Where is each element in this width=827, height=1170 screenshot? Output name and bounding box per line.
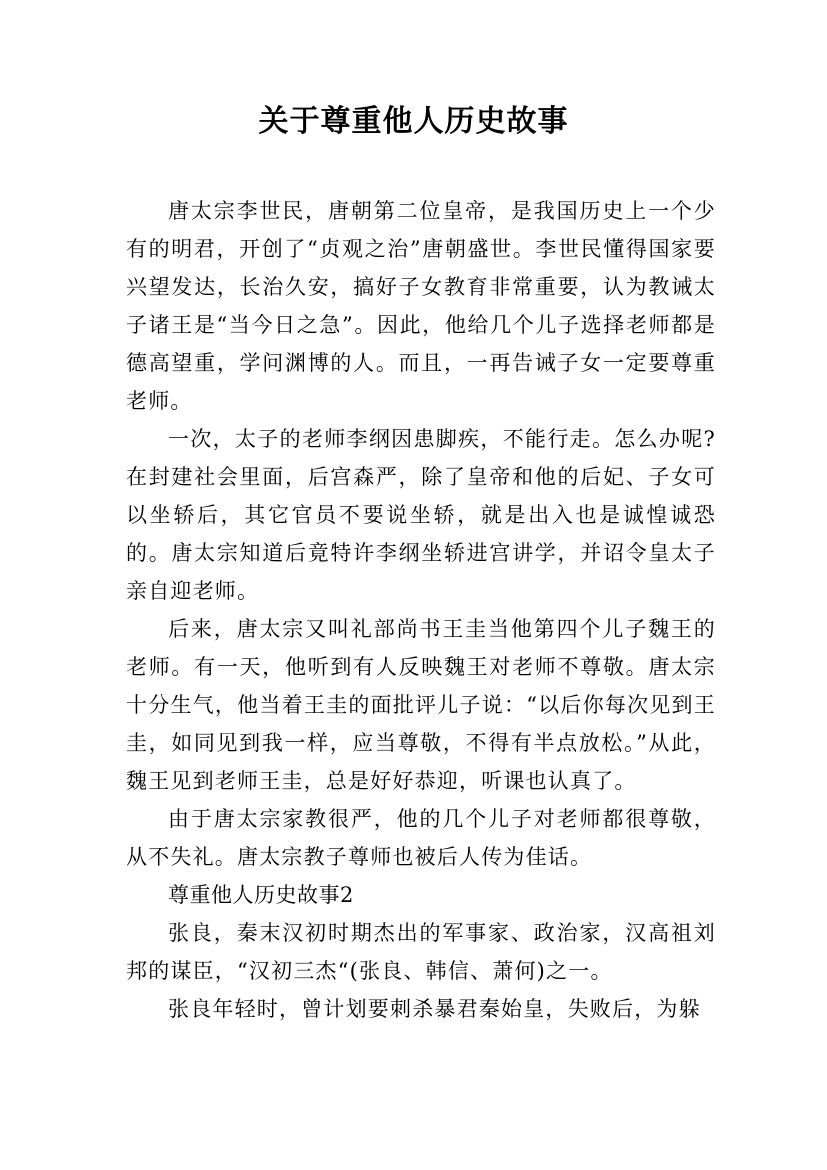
section-heading-story-2: 尊重他人历史故事2	[168, 883, 354, 907]
paragraph-2: 一次，太子的老师李纲因患脚疾，不能行走。怎么办呢?在封建社会里面，后宫森严，除了皇帝和他的后妃、子女可以坐轿后，其它官员不要说坐轿，就是出入也是诚惶诚恐的。唐太宗知道后竟特许李纲坐轿进宫讲学，并诏令皇太子亲自迎老师。	[126, 427, 716, 603]
paragraph-4: 由于唐太宗家教很严，他的几个儿子对老师都很尊敬，从不失礼。唐太宗教子尊师也被后人传为佳话。	[126, 807, 716, 869]
paragraph-1: 唐太宗李世民，唐朝第二位皇帝，是我国历史上一个少有的明君，开创了“贞观之治”唐朝盛世。李世民懂得国家要兴望发达，长治久安，搞好子女教育非常重要，认为教诫太子诸王是“当今日之急”。因此，他给几个儿子选择老师都是德高望重，学问渊博的人。而且，一再告诫子女一定要尊重老师。	[126, 199, 716, 413]
document-title: 关于尊重他人历史故事	[258, 104, 569, 139]
paragraph-6: 张良年轻时，曾计划要刺杀暴君秦始皇，失败后，为躲	[168, 997, 701, 1021]
document-body	[126, 192, 716, 1028]
paragraph-3: 后来，唐太宗又叫礼部尚书王圭当他第四个儿子魏王的老师。有一天，他听到有人反映魏王对老师不尊敬。唐太宗十分生气，他当着王圭的面批评儿子说：“以后你每次见到王圭，如同见到我一样，应当尊敬，不得有半点放松。”从此，魏王见到老师王圭，总是好好恭迎，听课也认真了。	[126, 617, 716, 793]
paragraph-5: 张良，秦末汉初时期杰出的军事家、政治家，汉高祖刘邦的谋臣，“汉初三杰“(张良、韩信、萧何)之一。	[126, 921, 716, 983]
